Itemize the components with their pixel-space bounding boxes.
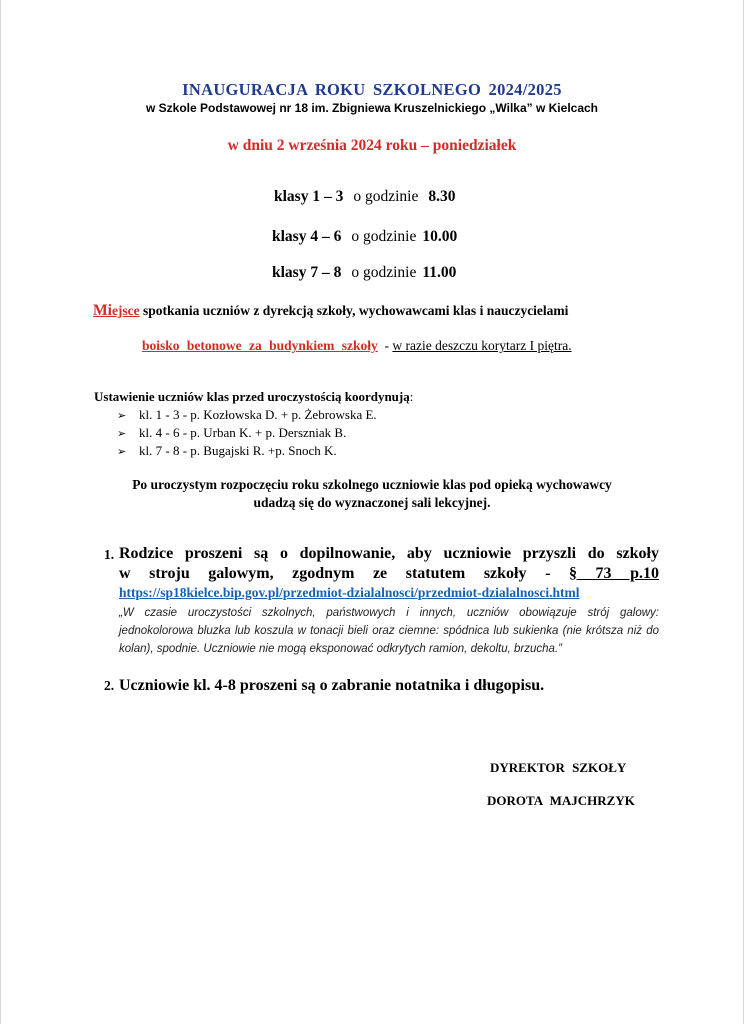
after-ceremony-note [0, 476, 744, 512]
arrow-bullet-icon: ➢ [117, 427, 127, 440]
place-word-rest: ejsce [111, 303, 140, 318]
note-number: 2. [104, 678, 115, 693]
coordination-heading [94, 389, 413, 405]
place-dash: - [377, 338, 393, 353]
schedule-at: o godzinie [353, 188, 419, 205]
meeting-place-location [142, 338, 572, 354]
signature-name: DOROTA MAJCHRZYK [487, 793, 635, 808]
statute-link[interactable]: https://sp18kielce.bip.gov.pl/przedmiot-dzialalnosci/przedmiot-dzialalnosci.html [119, 585, 580, 600]
coordination-colon: : [409, 389, 414, 404]
document-title: INAUGURACJA ROKU SZKOLNEGO 2024/2025 [182, 80, 562, 99]
place-first-letter: Mi [93, 302, 112, 319]
place-rain: w razie deszczu korytarz I piętra. [392, 338, 572, 353]
coordination-list [117, 406, 377, 460]
schedule-row [274, 188, 455, 206]
list-item: ➢ kl. 1 - 3 - p. Kozłowska D. + p. Żebrowska E. [117, 407, 377, 422]
schedule-row [272, 228, 457, 246]
event-date: w dniu 2 września 2024 roku – poniedziałek [227, 137, 517, 154]
meeting-place-description [93, 302, 568, 320]
schedule-classes: klasy 7 – 8 [272, 264, 342, 281]
note-item-2 [104, 677, 544, 695]
dress-code-quote: „W czasie uroczystości szkolnych, państwowych i innych, uczniów obowiązuje strój galowy: jednokolorowa bluzka lub koszula w tonacji bieli oraz ciemne: spódnica lub sukienka (nie krótsza niż do kolan), spodnie. Uczniowie nie mogą eksponować odkrytych ramion, dekoltu, brzucha.” [119, 607, 659, 655]
statute-reference: § 73 p.10 [568, 565, 659, 582]
list-item: ➢ kl. 4 - 6 - p. Urban K. + p. Derszniak B. [117, 425, 347, 440]
place-location: boisko betonowe za budynkiem szkoły [142, 338, 378, 353]
schedule-time: 11.00 [422, 264, 457, 281]
place-description: spotkania uczniów z dyrekcją szkoły, wychowawcami klas i nauczycielami [139, 303, 569, 318]
schedule-time: 8.30 [428, 188, 456, 205]
school-name: w Szkole Podstawowej nr 18 im. Zbigniewa Kruszelnickiego „Wilka” w Kielcach [145, 101, 598, 115]
note-item-1-line1: Rodzice proszeni są o dopilnowanie, aby uczniowie przyszli do szkoły [119, 545, 659, 562]
schedule-classes: klasy 1 – 3 [274, 188, 344, 205]
coordination-heading-text: Ustawienie uczniów klas przed uroczystością koordynują [94, 389, 410, 404]
signature-role: DYREKTOR SZKOŁY [490, 760, 627, 775]
after-ceremony-line2: udadzą się do wyznaczonej sali lekcyjnej. [253, 495, 491, 510]
schedule-row [272, 264, 456, 282]
arrow-bullet-icon: ➢ [117, 409, 127, 422]
note-item-1 [99, 544, 659, 584]
note-item-1-line2: w stroju galowym, zgodnym ze statutem szkoły - § 73 p.10 [119, 565, 659, 582]
schedule-at: o godzinie [351, 228, 417, 245]
note-number: 1. [104, 547, 115, 562]
arrow-bullet-icon: ➢ [117, 445, 127, 458]
schedule-classes: klasy 4 – 6 [272, 228, 342, 245]
schedule-time: 10.00 [422, 228, 458, 245]
schedule-at: o godzinie [351, 264, 417, 281]
after-ceremony-line1: Po uroczystym rozpoczęciu roku szkolnego uczniowie klas pod opieką wychowawcy [132, 477, 612, 492]
list-item: ➢ kl. 7 - 8 - p. Bugajski R. +p. Snoch K. [117, 443, 337, 458]
note-item-2-text: Uczniowie kl. 4-8 proszeni są o zabranie notatnika i długopisu. [119, 677, 545, 694]
